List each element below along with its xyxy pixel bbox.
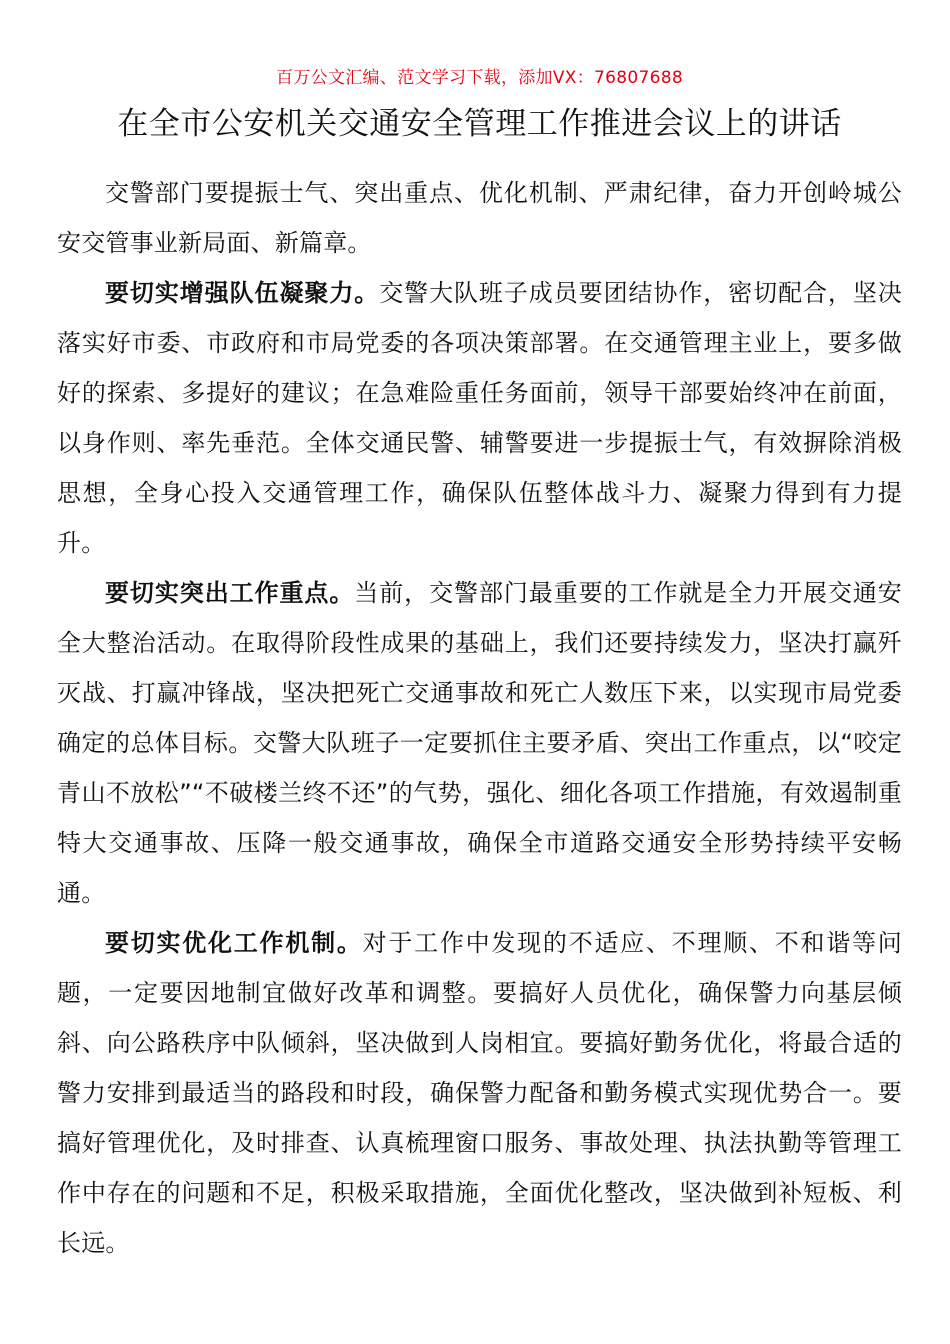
paragraph-lead: 要切实优化工作机制。: [105, 929, 363, 957]
header-note: 百万公文汇编、范文学习下载，添加VX：76807688: [276, 68, 683, 88]
paragraph-cohesion: [57, 268, 902, 568]
paragraph-mechanism: [57, 918, 902, 1268]
document-title: 在全市公安机关交通安全管理工作推进会议上的讲话: [117, 106, 842, 142]
paragraph-focus: [57, 568, 902, 918]
paragraph-lead: 要切实增强队伍凝聚力。: [105, 279, 380, 307]
paragraph-text: 交警大队班子成员要团结协作，密切配合，坚决落实好市委、市政府和市局党委的各项决策部署。在交通管理主业上，要多做好的探索、多提好的建议；在急难险重任务面前，领导干部要始终冲在前面，以身作则、率先垂范。全体交通民警、辅警要进一步提振士气，有效摒除消极思想，全身心投入交通管理工作，确保队伍整体战斗力、凝聚力得到有力提升。: [57, 279, 902, 557]
paragraph-lead: 要切实突出工作重点。: [105, 579, 355, 607]
paragraph-text: 交警部门要提振士气、突出重点、优化机制、严肃纪律，奋力开创岭城公安交管事业新局面、新篇章。: [57, 179, 902, 257]
paragraph-text: 对于工作中发现的不适应、不理顺、不和谐等问题，一定要因地制宜做好改革和调整。要搞好人员优化，确保警力向基层倾斜、向公路秩序中队倾斜，坚决做到人岗相宜。要搞好勤务优化，将最合适的警力安排到最适当的路段和时段，确保警力配备和勤务模式实现优势合一。要搞好管理优化，及时排查、认真梳理窗口服务、事故处理、执法执勤等管理工作中存在的问题和不足，积极采取措施，全面优化整改，坚决做到补短板、利长远。: [57, 929, 903, 1257]
paragraph-text: 当前，交警部门最重要的工作就是全力开展交通安全大整治活动。在取得阶段性成果的基础上，我们还要持续发力，坚决打赢歼灭战、打赢冲锋战，坚决把死亡交通事故和死亡人数压下来，以实现市局党委确定的总体目标。交警大队班子一定要抓住主要矛盾、突出工作重点，以“咬定青山不放松”“不破楼兰终不还”的气势，强化、细化各项工作措施，有效遏制重特大交通事故、压降一般交通事故，确保全市道路交通安全形势持续平安畅通。: [57, 579, 903, 907]
document-body: [57, 168, 902, 1268]
paragraph-intro: [57, 168, 902, 268]
